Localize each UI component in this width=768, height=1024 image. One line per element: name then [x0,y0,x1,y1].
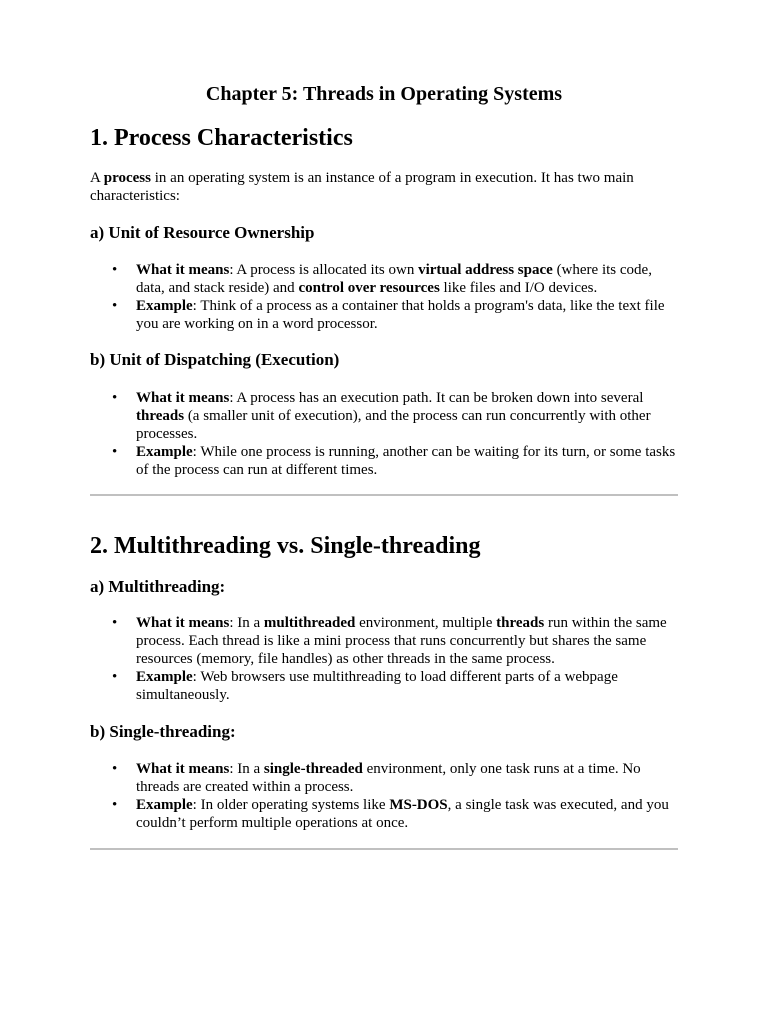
text-run: environment, multiple [355,615,497,631]
text-run: : In older operating systems like [192,797,390,813]
bold-term: MS-DOS [389,797,448,813]
section1-intro-paragraph [90,169,678,205]
bullet-icon: • [112,615,118,631]
bullet-icon: • [112,444,118,460]
horizontal-rule [90,848,678,850]
item-label: Example [136,444,193,460]
item-label: What it means [136,390,230,406]
bullet-icon: • [112,262,118,278]
item-label: Example [136,669,193,685]
text-run: like files and I/O devices. [439,280,598,296]
text-run: : In a [229,615,264,631]
bold-term: threads [496,615,545,631]
section-heading-process-characteristics: 1. Process Characteristics [90,125,353,151]
bold-term: control over resources [298,280,440,296]
list-item [90,297,678,333]
text-run: : Think of a process as a container that holds a program's data, like the text file you are working on in a word processor. [136,298,665,332]
item-label: What it means [136,262,230,278]
list-item [90,760,678,796]
horizontal-rule [90,494,678,496]
item-label: Example [136,797,193,813]
text-run: : A process has an execution path. It can be broken down into several [229,390,644,406]
item-label: What it means [136,615,230,631]
list-item [90,668,678,704]
subheading-dispatching: b) Unit of Dispatching (Execution) [90,350,340,369]
text-run: : While one process is running, another can be waiting for its turn, or some tasks of the process can run at different times. [136,444,676,478]
subheading-multithreading: a) Multithreading: [90,577,226,596]
text-run: in an operating system is an instance of a program in execution. It has two main characteristics: [90,170,634,204]
bold-term: multithreaded [263,615,356,631]
bold-term: single-threaded [263,761,363,777]
bold-term: threads [136,408,185,424]
text-run: run within the same process. Each thread is like a mini process that runs concurrently but shares the same resources (memory, file handles) as other threads in the same process. [136,615,667,667]
list-item [90,796,678,832]
text-run: environment, only one task runs at a time. No threads are created within a process. [136,761,641,795]
chapter-title: Chapter 5: Threads in Operating Systems [205,83,563,105]
item-label: Example [136,298,193,314]
bullet-icon: • [112,390,118,406]
bold-term: process [103,170,151,186]
text-run: : Web browsers use multithreading to load different parts of a webpage simultaneously. [136,669,618,703]
text-run: : In a [229,761,264,777]
item-label: What it means [136,761,230,777]
resource-ownership-list [90,261,678,333]
list-item [90,443,678,479]
dispatching-list [90,389,678,479]
bullet-icon: • [112,669,118,685]
single-threading-list [90,760,678,832]
bullet-icon: • [112,797,118,813]
text-run: : A process is allocated its own [229,262,419,278]
subheading-single-threading: b) Single-threading: [90,722,236,741]
bullet-icon: • [112,761,118,777]
list-item [90,389,678,443]
text-run: A [90,170,104,186]
multithreading-list [90,614,678,704]
text-run: , a single task was executed, and you couldn’t perform multiple operations at once. [136,797,669,831]
text-run: (a smaller unit of execution), and the process can run concurrently with other processes. [136,408,651,442]
text-run: (where its code, data, and stack reside) and [136,262,652,296]
subheading-resource-ownership: a) Unit of Resource Ownership [90,223,315,242]
list-item [90,614,678,668]
list-item [90,261,678,297]
bullet-icon: • [112,298,118,314]
section-heading-multithreading: 2. Multithreading vs. Single-threading [90,533,481,559]
bold-term: virtual address space [418,262,553,278]
